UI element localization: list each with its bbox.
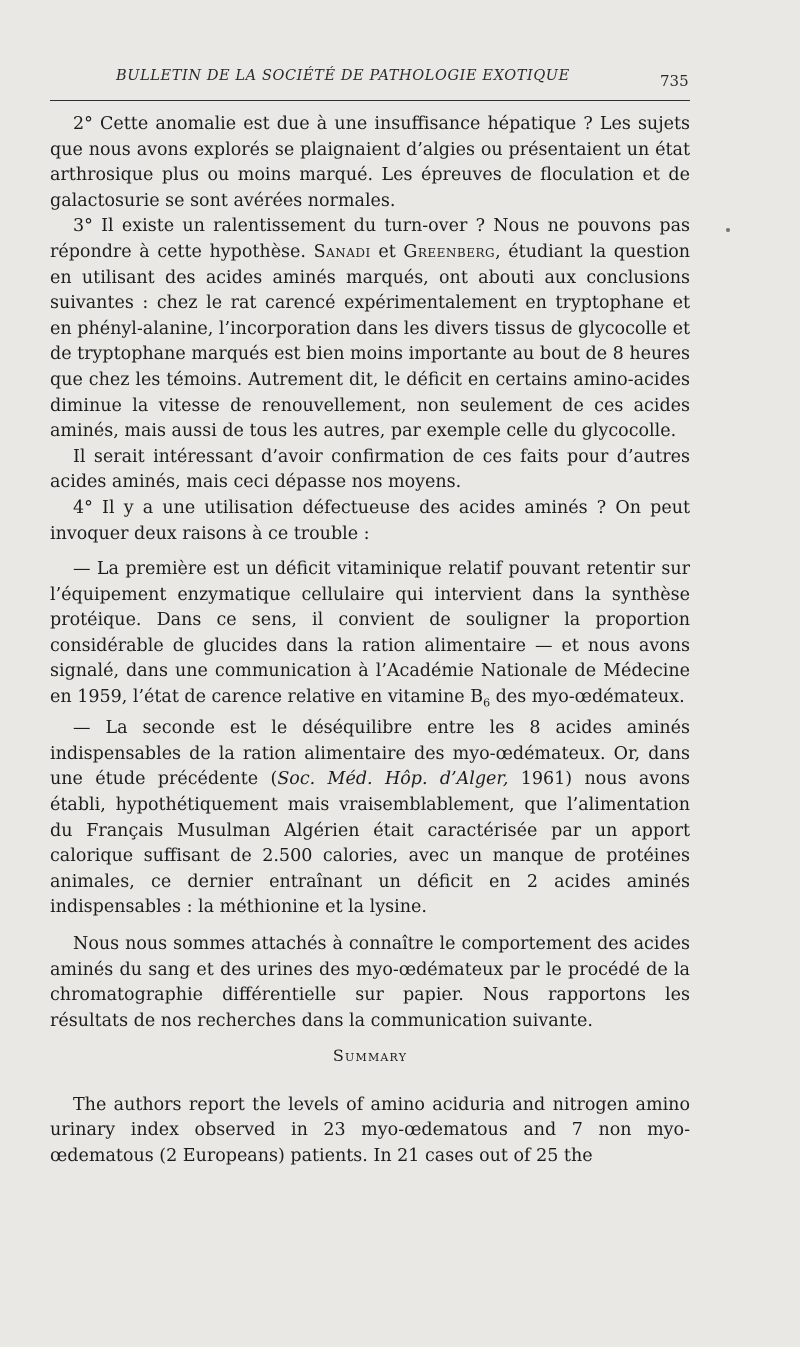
header-rule: [50, 100, 690, 101]
paragraph-hepatic-insufficiency: 2° Cette anomalie est due à une insuffisance hépatique ? Les sujets que nous avons explorés se plaignaient d’algies ou présentaient un état arthrosique plus ou moins marqué. Les épreuves de floculation et de galactosurie se sont avérées normales.: [50, 114, 690, 211]
paragraph-vitamin-deficit-end: des myo-œdémateux.: [490, 687, 685, 708]
paragraph-chromatography: Nous nous sommes attachés à connaître le comportement des acides aminés du sang et des urines des myo-œdémateux par le procédé de la chromatographie différentielle sur papier. Nous rapportons les résultats de nos recherches dans la communication suivante.: [50, 933, 690, 1031]
body-text: [50, 112, 690, 1170]
paragraph-utilisation: 4° Il y a une utilisation défectueuse des acides aminés ? On peut invoquer deux raisons à ce trouble :: [50, 497, 690, 544]
running-title: BULLETIN DE LA SOCIÉTÉ DE PATHOLOGIE EXOTIQUE: [116, 68, 570, 84]
margin-speck: [726, 228, 730, 232]
paragraph-vitamin-deficit-text: — La première est un déficit vitaminique relatif pouvant retentir sur l’équipement enzymatique cellulaire qui intervient dans la synthèse protéique. Dans ce sens, il convient de souligner la proportion considérable de glucides dans la ration alimentaire — et nous avons signalé, dans une communication à l’Académie Nationale de Médecine en 1959, l’état de carence relative en vitamine B: [50, 559, 690, 708]
author-sanadi: Sanadi: [313, 241, 371, 262]
paragraph-amino-imbalance: [50, 716, 690, 921]
vitamin-subscript: 6: [483, 696, 491, 710]
paragraph-turnover-conjunction: et: [370, 241, 404, 262]
citation-soc-med: Soc. Méd. Hôp. d’Alger,: [277, 769, 509, 790]
paragraph-turnover: [50, 214, 690, 444]
paragraph-turnover-intro: 3° Il existe un ralentissement du turn-over ? Nous ne pouvons pas répondre à cette hypothèse.: [50, 216, 690, 262]
paragraph-turnover-body: , étudiant la question en utilisant des acides aminés marqués, ont abouti aux conclusions suivantes : chez le rat carencé expérimentalement en tryptophane et en phényl-alanine, l’incorporation dans les divers tissus de glycocolle et de tryptophane marqués est bien moins importante au bout de 8 heures que chez les témoins. Autrement dit, le déficit en certains amino-acides diminue la vitesse de renouvellement, non seulement de ces acides aminés, mais aussi de tous les autres, par exemple celle du glycocolle.: [50, 241, 690, 442]
paragraph-amino-imbalance-body: 1961) nous avons établi, hypothétiquement mais vraisemblablement, que l’alimentation du Français Musulman Algérien était caractérisée par un apport calorique suffisant de 2.500 calories, avec un manque de protéines animales, ce dernier entraînant un déficit en 2 acides aminés indispensables : la méthionine et la lysine.: [50, 769, 691, 918]
paragraph-amino-imbalance-intro: — La seconde est le déséquilibre entre les 8 acides aminés indispensables de la ration alimentaire des myo-œdémateux. Or, dans une étude précédente (: [50, 718, 690, 790]
paragraph-vitamin-deficit: [50, 557, 690, 716]
author-greenberg: Greenberg: [403, 241, 496, 262]
summary-heading: Summary: [332, 1046, 408, 1066]
page-number: 735: [660, 72, 689, 90]
summary-text: The authors report the levels of amino aciduria and nitrogen amino urinary index observed in 23 myo-œdematous and 7 non myo-œdematous (2 Europeans) patients. In 21 cases out of 25 the: [50, 1094, 690, 1167]
paragraph-confirmation: Il serait intéressant d’avoir confirmation de ces faits pour d’autres acides aminés, mais ceci dépasse nos moyens.: [50, 446, 690, 493]
